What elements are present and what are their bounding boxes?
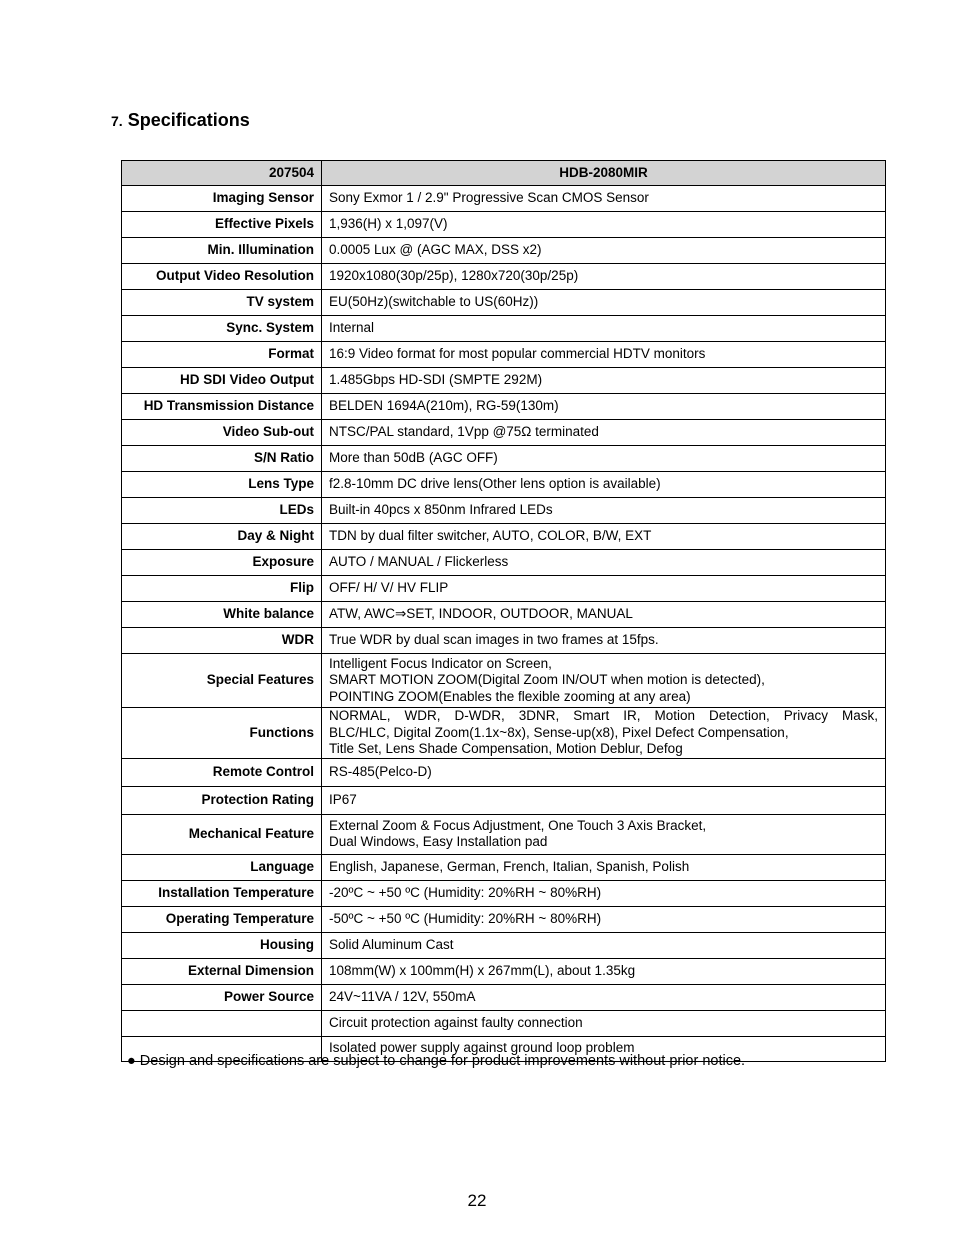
spec-label: TV system (122, 290, 322, 316)
spec-value (322, 854, 886, 880)
header-product-code: 207504 (122, 161, 322, 186)
spec-label: White balance (122, 602, 322, 628)
spec-label: HD SDI Video Output (122, 368, 322, 394)
spec-value (322, 958, 886, 984)
spec-value-line: NTSC/PAL standard, 1Vpp @75Ω terminated (329, 424, 599, 440)
specifications-body (122, 186, 886, 1062)
spec-label: WDR (122, 628, 322, 654)
table-header-row (122, 161, 886, 186)
table-row (122, 628, 886, 654)
spec-value (322, 576, 886, 602)
table-row (122, 576, 886, 602)
spec-label: Remote Control (122, 758, 322, 786)
table-row (122, 498, 886, 524)
spec-value-line: f2.8-10mm DC drive lens(Other lens option is available) (329, 476, 661, 492)
table-row (122, 1010, 886, 1036)
spec-value (322, 758, 886, 786)
spec-value-line: OFF/ H/ V/ HV FLIP (329, 580, 449, 596)
spec-value-line: 1.485Gbps HD-SDI (SMPTE 292M) (329, 372, 543, 388)
spec-value-line: IP67 (329, 791, 357, 807)
spec-label (122, 1010, 322, 1036)
spec-value-line: EU(50Hz)(switchable to US(60Hz)) (329, 294, 539, 310)
spec-label: Format (122, 342, 322, 368)
spec-value-line: 108mm(W) x 100mm(H) x 267mm(L), about 1.35kg (329, 962, 636, 978)
spec-value-line: True WDR by dual scan images in two frames at 15fps. (329, 632, 659, 648)
disclaimer-note: ● Design and specifications are subject to change for product improvements without prior notice. (127, 1053, 746, 1069)
spec-label: S/N Ratio (122, 446, 322, 472)
spec-label: Flip (122, 576, 322, 602)
specifications-table (121, 160, 886, 1062)
spec-value-line: 1920x1080(30p/25p), 1280x720(30p/25p) (329, 268, 579, 284)
table-row (122, 342, 886, 368)
spec-value-line: Sony Exmor 1 / 2.9" Progressive Scan CMOS Sensor (329, 190, 649, 206)
table-row (122, 984, 886, 1010)
spec-value-line: 16:9 Video format for most popular commercial HDTV monitors (329, 346, 706, 362)
spec-value-line: NORMAL, WDR, D-WDR, 3DNR, Smart IR, Motion Detection, Privacy Mask, (329, 708, 878, 723)
table-row (122, 906, 886, 932)
spec-value-line: 0.0005 Lux @ (AGC MAX, DSS x2) (329, 242, 542, 258)
spec-label: Min. Illumination (122, 238, 322, 264)
table-row (122, 708, 886, 759)
spec-value-line: POINTING ZOOM(Enables the flexible zooming at any area) (329, 688, 691, 704)
spec-value-line: TDN by dual filter switcher, AUTO, COLOR, B/W, EXT (329, 528, 652, 544)
spec-label: Power Source (122, 984, 322, 1010)
table-row (122, 290, 886, 316)
spec-label: Video Sub-out (122, 420, 322, 446)
table-row (122, 394, 886, 420)
spec-value (322, 394, 886, 420)
spec-value-line: Built-in 40pcs x 850nm Infrared LEDs (329, 502, 553, 518)
spec-value (322, 708, 886, 759)
spec-value (322, 1010, 886, 1036)
table-row (122, 602, 886, 628)
spec-value (322, 342, 886, 368)
section-title: Specifications (127, 110, 250, 130)
table-row (122, 186, 886, 212)
spec-value (322, 264, 886, 290)
spec-value-line: ATW, AWC⇒SET, INDOOR, OUTDOOR, MANUAL (329, 606, 633, 622)
table-row (122, 880, 886, 906)
spec-value-line: RS-485(Pelco-D) (329, 763, 432, 779)
spec-label: Sync. System (122, 316, 322, 342)
table-row (122, 264, 886, 290)
spec-label: Operating Temperature (122, 906, 322, 932)
spec-value-line: More than 50dB (AGC OFF) (329, 450, 498, 466)
spec-value (322, 290, 886, 316)
spec-value-line: Isolated power supply against ground loop problem (329, 1040, 635, 1056)
spec-value-line: Internal (329, 320, 375, 336)
spec-value (322, 932, 886, 958)
spec-label: Effective Pixels (122, 212, 322, 238)
spec-value (322, 472, 886, 498)
table-row (122, 238, 886, 264)
spec-value-line: Circuit protection against faulty connection (329, 1014, 583, 1030)
spec-value (322, 498, 886, 524)
table-row (122, 420, 886, 446)
spec-value (322, 238, 886, 264)
spec-label: LEDs (122, 498, 322, 524)
table-row (122, 316, 886, 342)
spec-value-line: AUTO / MANUAL / Flickerless (329, 554, 509, 570)
table-row (122, 472, 886, 498)
spec-label: Protection Rating (122, 786, 322, 814)
spec-value-line: BELDEN 1694A(210m), RG-59(130m) (329, 398, 559, 414)
table-row (122, 854, 886, 880)
spec-value-line: English, Japanese, German, French, Italian, Spanish, Polish (329, 858, 690, 874)
table-row (122, 550, 886, 576)
spec-value-line: Solid Aluminum Cast (329, 936, 454, 952)
table-row (122, 446, 886, 472)
section-heading (111, 110, 250, 131)
spec-label: Lens Type (122, 472, 322, 498)
spec-value (322, 524, 886, 550)
spec-value (322, 654, 886, 708)
section-number: 7. (111, 113, 123, 129)
spec-value (322, 906, 886, 932)
spec-label: Housing (122, 932, 322, 958)
spec-value (322, 446, 886, 472)
table-row (122, 758, 886, 786)
spec-value-line: -20ºC ~ +50 ºC (Humidity: 20%RH ~ 80%RH) (329, 884, 602, 900)
spec-label: Output Video Resolution (122, 264, 322, 290)
page-number: 22 (467, 1191, 487, 1210)
spec-value (322, 186, 886, 212)
spec-value-line: 1,936(H) x 1,097(V) (329, 216, 448, 232)
spec-label: Exposure (122, 550, 322, 576)
spec-value (322, 814, 886, 854)
spec-value (322, 602, 886, 628)
table-row (122, 958, 886, 984)
table-row (122, 814, 886, 854)
spec-value (322, 212, 886, 238)
table-row (122, 786, 886, 814)
spec-value (322, 786, 886, 814)
spec-value (322, 316, 886, 342)
header-model-name: HDB-2080MIR (322, 161, 886, 186)
spec-value-line: -50ºC ~ +50 ºC (Humidity: 20%RH ~ 80%RH) (329, 910, 602, 926)
spec-value-line: Dual Windows, Easy Installation pad (329, 834, 548, 849)
spec-value (322, 984, 886, 1010)
spec-value-line: BLC/HLC, Digital Zoom(1.1x~8x), Sense-up(x8), Pixel Defect Compensation, (329, 724, 789, 740)
table-row (122, 932, 886, 958)
spec-value (322, 628, 886, 654)
table-row (122, 654, 886, 708)
spec-label: Functions (122, 708, 322, 759)
spec-value (322, 550, 886, 576)
table-row (122, 212, 886, 238)
spec-label: Day & Night (122, 524, 322, 550)
table-row (122, 368, 886, 394)
spec-label: HD Transmission Distance (122, 394, 322, 420)
spec-label: Imaging Sensor (122, 186, 322, 212)
spec-value-line: Title Set, Lens Shade Compensation, Motion Deblur, Defog (329, 741, 683, 756)
spec-value-line: External Zoom & Focus Adjustment, One Touch 3 Axis Bracket, (329, 817, 707, 833)
spec-value-line: SMART MOTION ZOOM(Digital Zoom IN/OUT when motion is detected), (329, 672, 765, 688)
spec-label: External Dimension (122, 958, 322, 984)
spec-value (322, 368, 886, 394)
spec-value (322, 420, 886, 446)
spec-label: Mechanical Feature (122, 814, 322, 854)
spec-value-line: Intelligent Focus Indicator on Screen, (329, 655, 552, 671)
spec-value (322, 880, 886, 906)
spec-label: Language (122, 854, 322, 880)
table-row (122, 524, 886, 550)
spec-label: Installation Temperature (122, 880, 322, 906)
spec-value-line: 24V~11VA / 12V, 550mA (329, 988, 476, 1004)
spec-label: Special Features (122, 654, 322, 708)
